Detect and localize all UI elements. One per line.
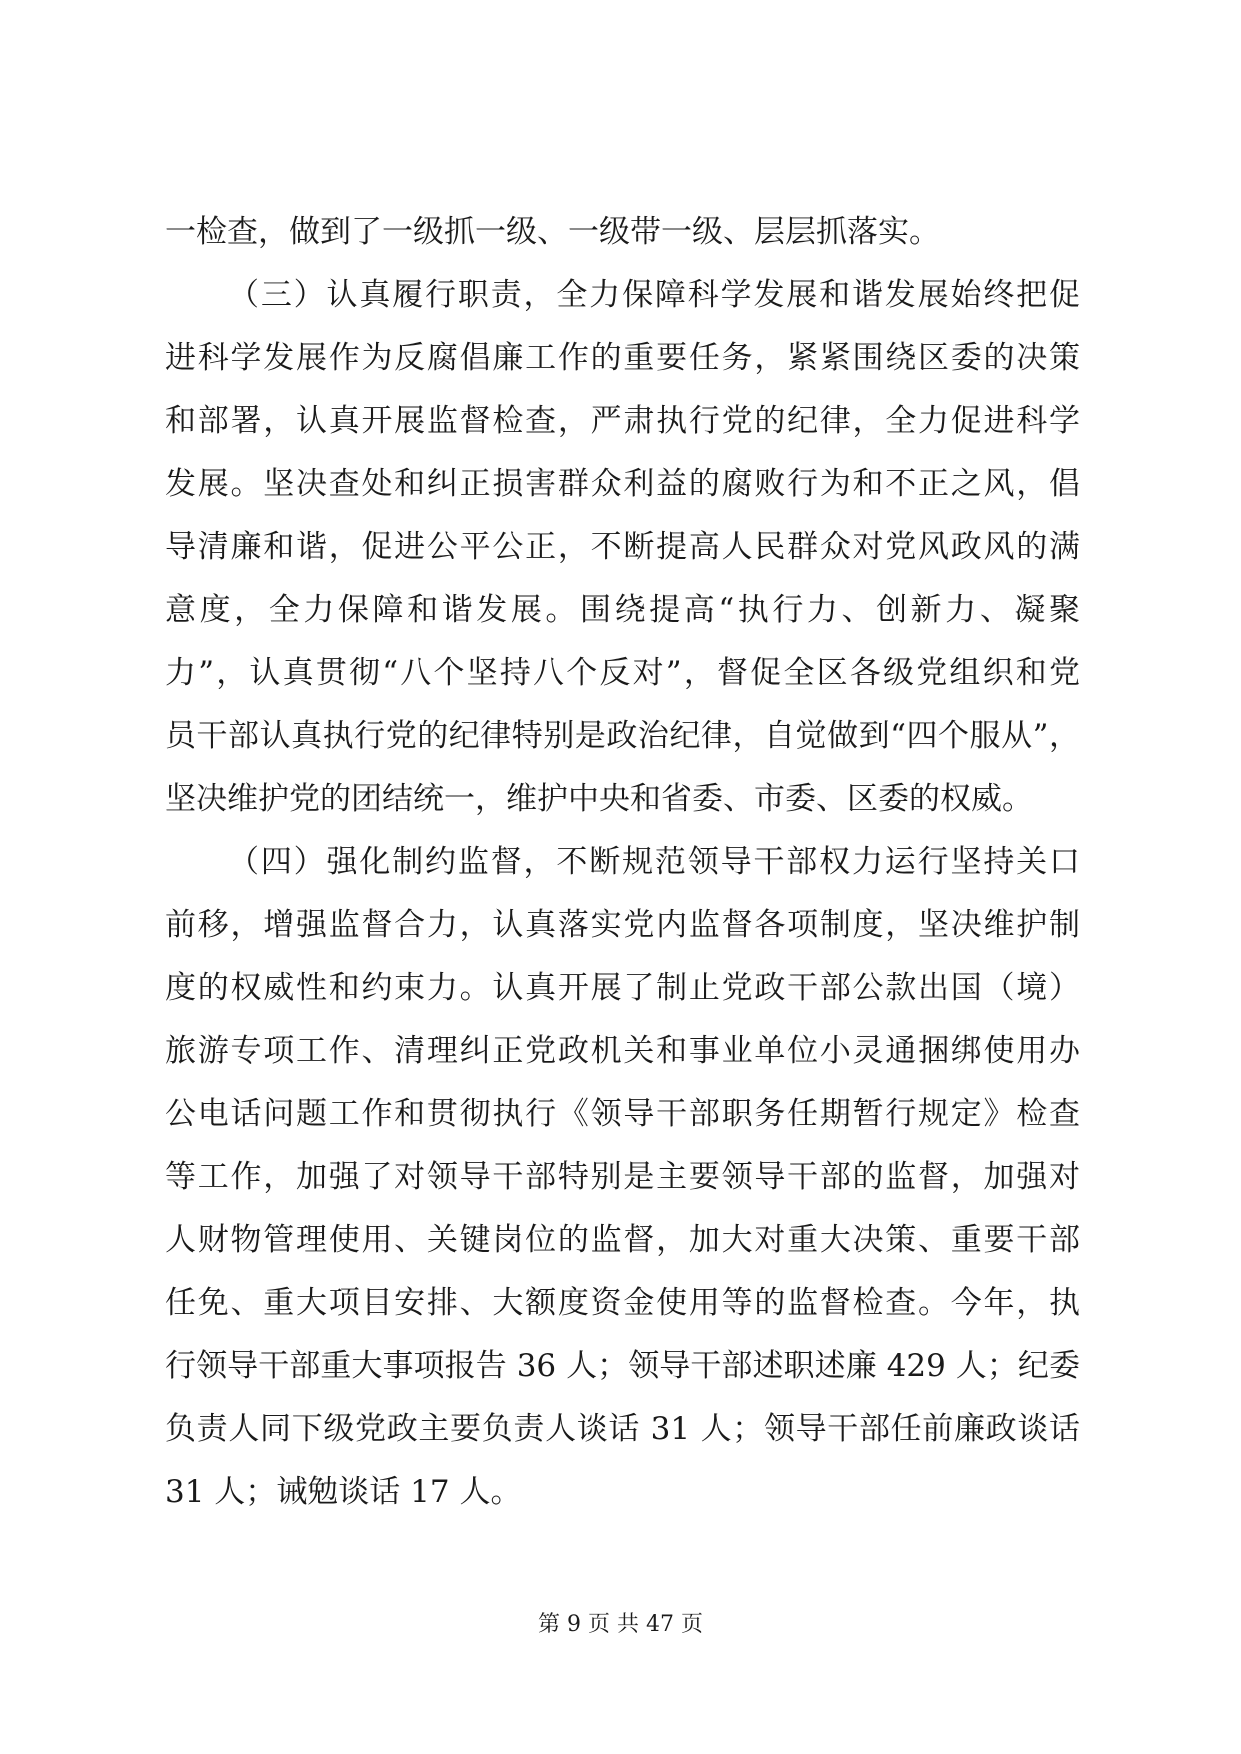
text-line-18: 任免、重大项目安排、大额度资金使用等的监督检查。今年，执: [165, 1285, 1080, 1321]
text-line-1: 一检查，做到了一级抓一级、一级带一级、层层抓落实。: [165, 214, 940, 250]
text-line-21: 31 人；诫勉谈话 17 人。: [165, 1474, 522, 1510]
text-line-17: 人财物管理使用、关键岗位的监督，加大对重大决策、重要干部: [165, 1222, 1080, 1258]
text-line-12: 前移，增强监督合力，认真落实党内监督各项制度，坚决维护制: [165, 907, 1080, 943]
text-line-16: 等工作，加强了对领导干部特别是主要领导干部的监督，加强对: [165, 1159, 1080, 1195]
text-line-9: 员干部认真执行党的纪律特别是政治纪律，自觉做到“四个服从”，: [165, 718, 1080, 754]
text-line-13: 度的权威性和约束力。认真开展了制止党政干部公款出国（境）: [165, 970, 1080, 1006]
text-line-14: 旅游专项工作、清理纠正党政机关和事业单位小灵通捆绑使用办: [165, 1033, 1080, 1069]
text-line-19: 行领导干部重大事项报告 36 人；领导干部述职述廉 429 人；纪委: [165, 1348, 1080, 1384]
text-line-10: 坚决维护党的团结统一，维护中央和省委、市委、区委的权威。: [165, 781, 1033, 817]
text-line-2: （三）认真履行职责，全力保障科学发展和谐发展始终把促: [228, 277, 1080, 313]
page-footer: 第 9 页 共 47 页: [538, 1612, 703, 1637]
text-line-7: 意度，全力保障和谐发展。围绕提高“执行力、创新力、凝聚: [165, 592, 1080, 628]
text-line-11: （四）强化制约监督，不断规范领导干部权力运行坚持关口: [228, 844, 1080, 880]
text-line-20: 负责人同下级党政主要负责人谈话 31 人；领导干部任前廉政谈话: [165, 1411, 1080, 1447]
text-line-5: 发展。坚决查处和纠正损害群众利益的腐败行为和不正之风，倡: [165, 466, 1080, 502]
text-line-4: 和部署，认真开展监督检查，严肃执行党的纪律，全力促进科学: [165, 403, 1080, 439]
text-line-15: 公电话问题工作和贯彻执行《领导干部职务任期暂行规定》检查: [165, 1096, 1080, 1132]
text-line-8: 力”，认真贯彻“八个坚持八个反对”，督促全区各级党组织和党: [165, 655, 1080, 691]
text-line-3: 进科学发展作为反腐倡廉工作的重要任务，紧紧围绕区委的决策: [165, 340, 1080, 376]
text-line-6: 导清廉和谐，促进公平公正，不断提高人民群众对党风政风的满: [165, 529, 1080, 565]
